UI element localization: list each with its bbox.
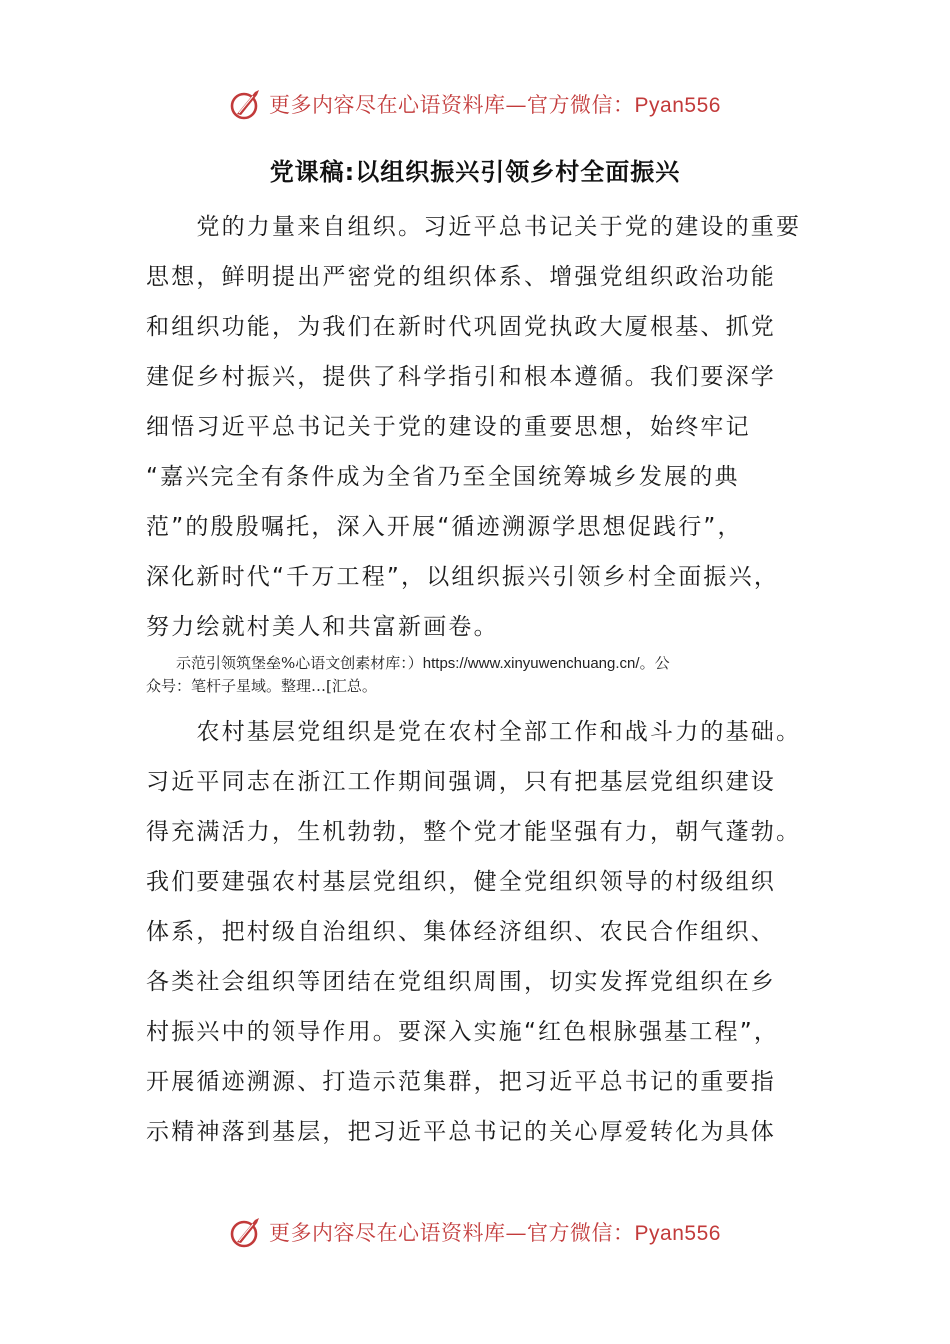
text-line: 和组织功能，为我们在新时代巩固党执政大厦根基、抓党 — [146, 314, 776, 340]
banner-wechat-id: Pyan556 — [634, 1222, 721, 1245]
banner-wechat-label: 官方微信： — [527, 93, 635, 117]
banner-site-name: 更多内容尽在心语资料库 — [269, 93, 506, 117]
text-line: 体系，把村级自治组织、集体经济组织、农民合作组织、 — [146, 919, 776, 945]
text-line: 各类社会组织等团结在党组织周围，切实发挥党组织在乡 — [146, 969, 776, 995]
text-line: 细悟习近平总书记关于党的建设的重要思想，始终牢记 — [146, 414, 751, 440]
text-line: 得充满活力，生机勃勃，整个党才能坚强有力，朝气蓬勃。 — [146, 819, 802, 845]
text-line: 努力绘就村美人和共富新画卷。 — [146, 614, 499, 640]
paragraph-1 — [146, 202, 812, 652]
text-line: 农村基层党组织是党在农村全部工作和战斗力的基础。 — [146, 719, 802, 745]
text-line: 示精神落到基层，把习近平总书记的关心厚爱转化为具体 — [146, 1119, 776, 1145]
text-line: 党的力量来自组织。习近平总书记关于党的建设的重要 — [146, 214, 802, 240]
text-line: 深化新时代“千万工程”，以组织振兴引领乡村全面振兴， — [146, 564, 780, 590]
source-note — [146, 652, 812, 697]
footer-banner — [0, 1212, 950, 1252]
banner-text — [269, 1217, 721, 1247]
text-line: 范”的殷殷嘱托，深入开展“循迹溯源学思想促践行”， — [146, 514, 743, 540]
text-line: 思想，鲜明提出严密党的组织体系、增强党组织政治功能 — [146, 264, 776, 290]
banner-dash: — — [505, 1221, 528, 1245]
note-url-link[interactable]: https://www.xinyuwenchuang.cn/ — [422, 655, 640, 672]
text-line: 开展循迹溯源、打造示范集群，把习近平总书记的重要指 — [146, 1069, 776, 1095]
banner-wechat-label: 官方微信： — [527, 1221, 635, 1245]
text-line: 村振兴中的领导作用。要深入实施“红色根脉强基工程”， — [146, 1019, 780, 1045]
text-line: 习近平同志在浙江工作期间强调，只有把基层党组织建设 — [146, 769, 776, 795]
text-line: 我们要建强农村基层党组织，健全党组织领导的村级组织 — [146, 869, 776, 895]
page-title: 党课稿:以组织振兴引领乡村全面振兴 — [269, 158, 681, 186]
note-prefix: 示范引领筑堡垒%心语文创素材库：） — [146, 654, 423, 672]
banner-wechat-id: Pyan556 — [634, 94, 721, 117]
text-line: “嘉兴完全有条件成为全省乃至全国统筹城乡发展的典 — [146, 464, 740, 490]
paragraph-2 — [146, 707, 812, 1157]
banner-site-name: 更多内容尽在心语资料库 — [269, 1221, 506, 1245]
note-line-1 — [146, 652, 812, 675]
text-line: 建促乡村振兴，提供了科学指引和根本遵循。我们要深学 — [146, 364, 776, 390]
banner-dash: — — [505, 93, 528, 117]
note-line-2: 众号：笔杆子星域。整理…[汇总。 — [146, 677, 377, 695]
banner-text — [269, 89, 721, 119]
quill-pen-logo-icon — [229, 1215, 263, 1249]
quill-pen-logo-icon — [229, 87, 263, 121]
note-suffix: 。公 — [639, 654, 670, 672]
header-banner — [0, 84, 950, 124]
